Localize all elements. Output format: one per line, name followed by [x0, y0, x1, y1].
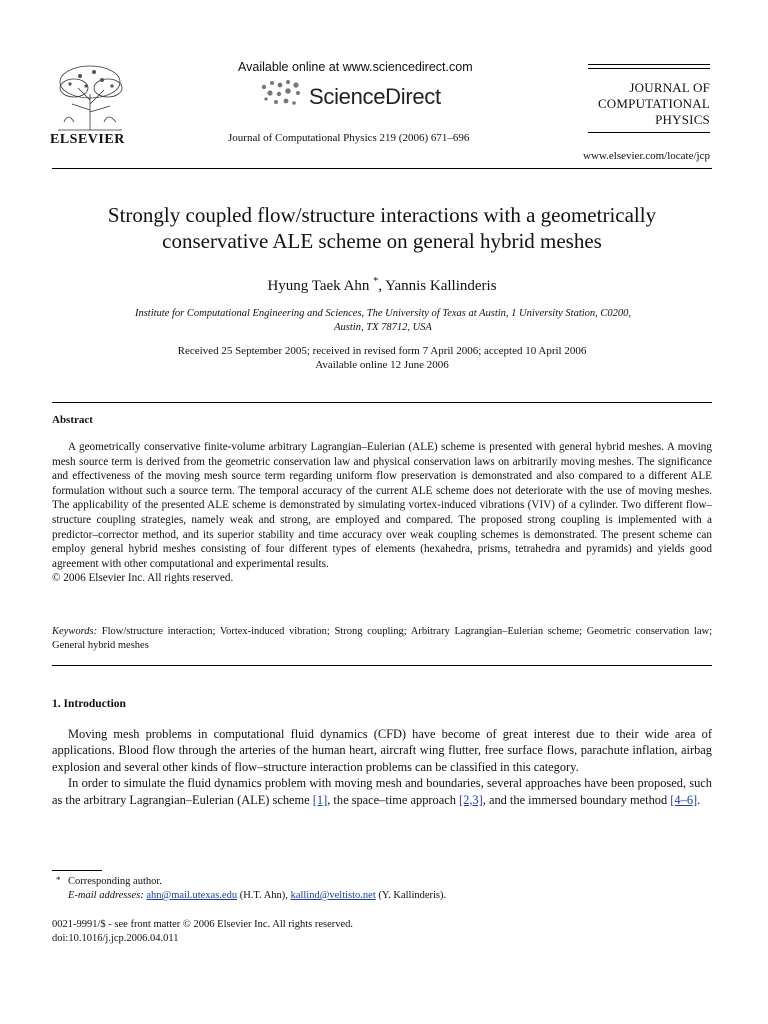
email-link-kallinderis[interactable]: kallind@veltisto.net	[290, 890, 376, 901]
introduction-body	[52, 726, 712, 808]
citation-link-4-6[interactable]: [4–6]	[670, 792, 698, 807]
article-title-line1: Strongly coupled flow/structure interactions with a geometrically	[107, 203, 657, 227]
footnote-star: *	[56, 875, 61, 885]
author-name: Hyung Taek Ahn	[267, 278, 370, 294]
article-dates	[52, 344, 712, 372]
email-addresses	[52, 889, 712, 903]
email-owner: (Y. Kallinderis).	[375, 890, 447, 901]
available-online-banner[interactable]: Available online at www.sciencedirect.com	[238, 60, 473, 74]
journal-title-rule-bottom	[588, 132, 710, 133]
section-heading-introduction: 1. Introduction	[52, 698, 126, 710]
sciencedirect-dots-icon	[260, 79, 306, 109]
paragraph-text: .	[697, 792, 701, 807]
author-list	[52, 276, 712, 295]
article-title-line2: conservative ALE scheme on general hybrid meshes	[162, 229, 602, 253]
publisher-name: ELSEVIER	[50, 132, 125, 147]
affiliation-line1: Institute for Computational Engineering and Sciences, The University of Texas at Austin, 1 University Station, C0200,	[134, 308, 632, 319]
keywords-list: Flow/structure interaction; Vortex-induced vibration; Strong coupling; Arbitrary Lagrangian–Eulerian scheme; Geometric conservation law; General hybrid meshes	[52, 626, 713, 651]
journal-title-rule-top	[588, 64, 710, 65]
journal-title-line1: JOURNAL OF	[629, 80, 710, 95]
corresponding-author-note: Corresponding author.	[68, 876, 162, 887]
email-label: E-mail addresses:	[68, 890, 144, 901]
author-separator: ,	[378, 278, 386, 294]
author-name: Yannis Kallinderis	[385, 278, 497, 294]
paragraph-text: , the space–time approach	[327, 792, 459, 807]
introduction-paragraph-1: Moving mesh problems in computational fluid dynamics (CFD) have become of great interest due to their wide area of applications. Blood flow through the arteries of the human heart, aircraft wing flutter, free surface flows, parachute inflation, airbag explosion and several other kinds of flow–structure interaction problems can be classified in this category.	[52, 727, 712, 774]
abstract-bottom-rule	[52, 665, 712, 666]
corresponding-author-mark[interactable]: *	[373, 276, 379, 287]
header-divider	[52, 168, 712, 169]
issn-line: 0021-9991/$ - see front matter © 2006 Elsevier Inc. All rights reserved.	[52, 919, 354, 930]
email-owner: (H.T. Ahn),	[237, 890, 291, 901]
citation-link-2-3[interactable]: [2,3]	[459, 792, 483, 807]
journal-title-line2: COMPUTATIONAL	[597, 96, 710, 111]
keywords	[52, 625, 712, 653]
received-dates: Received 25 September 2005; received in revised form 7 April 2006; accepted 10 April 2006	[177, 345, 587, 357]
journal-url-link[interactable]: www.elsevier.com/locate/jcp	[583, 150, 710, 162]
bottom-info	[52, 918, 353, 946]
abstract-text: A geometrically conservative finite-volume arbitrary Lagrangian–Eulerian (ALE) scheme is presented with general hybrid meshes. A moving mesh source term is derived from the geometric conservation law and physical conservation laws on arbitrarily moving meshes. The significance and effectiveness of the moving mesh source term regarding uniform flow preservation is demonstrated and also compared to a different ALE formulation without such a source term. The temporal accuracy of the current ALE scheme does not deteriorate with the use of moving meshes. The applicability of the presented ALE scheme is demonstrated by simulating vortex-induced vibrations (VIV) of a cylinder. Two different flow–structure coupling strategies, namely weak and strong, are employed and compared. The proposed strong coupling is implemented with a predictor–corrector method, and its superior stability and time accuracy over weak coupling schemes is demonstrated. The present scheme can employ general hybrid meshes consisting of four different types of elements (hexahedra, prisms, tetrahedra and pyramids) and yields good agreement with other computational and experimental results.	[52, 441, 712, 570]
available-online-date: Available online 12 June 2006	[315, 359, 449, 371]
abstract-body	[52, 440, 712, 586]
abstract-copyright: © 2006 Elsevier Inc. All rights reserved.	[52, 572, 234, 585]
abstract-heading: Abstract	[52, 414, 93, 426]
paragraph-text: In order to simulate the fluid dynamics problem with moving mesh and boundaries, several approaches have been proposed, such as the arbitrary Lagrangian–Eulerian (ALE) scheme	[52, 776, 712, 807]
paragraph-text: , and the immersed boundary method	[482, 792, 671, 807]
journal-title-rule-top-2	[588, 68, 710, 69]
citation-link-1[interactable]: [1]	[312, 792, 328, 807]
journal-title-line3: PHYSICS	[655, 112, 710, 127]
email-link-ahn[interactable]: ahn@mail.utexas.edu	[146, 890, 238, 901]
abstract-top-rule	[52, 402, 712, 403]
footnote-rule	[52, 870, 102, 871]
elsevier-tree-logo	[50, 60, 130, 132]
keywords-label: Keywords:	[52, 626, 98, 637]
journal-title-block	[560, 80, 710, 128]
affiliation	[90, 307, 676, 335]
affiliation-line2: Austin, TX 78712, USA	[334, 322, 432, 333]
article-title	[52, 202, 712, 254]
doi-line: doi:10.1016/j.jcp.2006.04.011	[52, 933, 179, 944]
footnotes	[52, 875, 712, 903]
journal-citation: Journal of Computational Physics 219 (2006) 671–696	[228, 132, 470, 144]
sciencedirect-logo: ScienceDirect	[309, 84, 441, 109]
introduction-paragraph-2	[52, 775, 712, 808]
